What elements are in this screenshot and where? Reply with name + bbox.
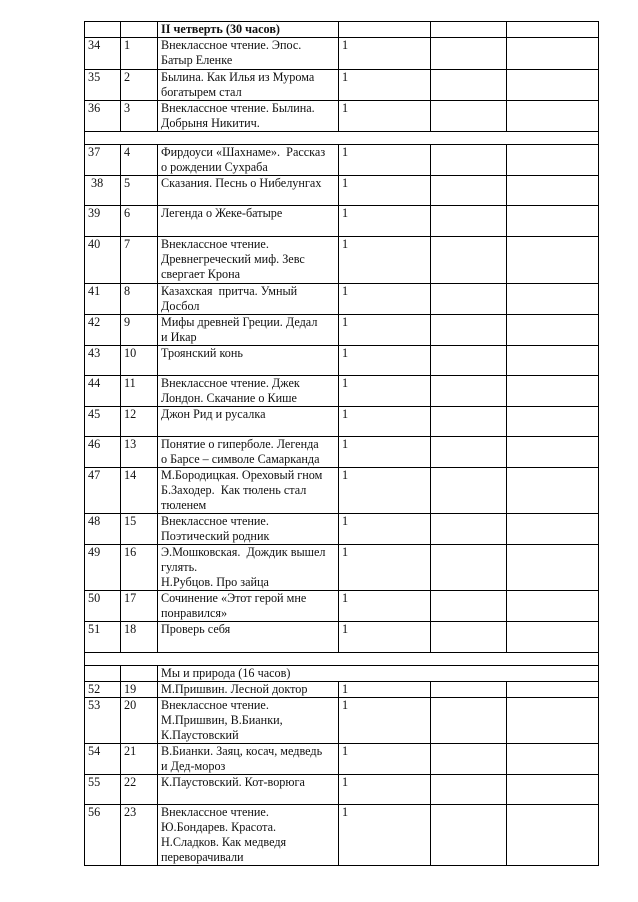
- lesson-hours: 1: [339, 514, 431, 545]
- empty-cell: [431, 682, 507, 698]
- table-row: [85, 315, 599, 346]
- lesson-number: 38: [85, 176, 121, 206]
- empty-cell: [431, 315, 507, 346]
- empty-cell: [431, 346, 507, 376]
- topic-line: Добрыня Никитич.: [161, 116, 260, 130]
- table-row: [85, 545, 599, 591]
- lesson-hours: 1: [339, 101, 431, 132]
- lesson-index: 9: [121, 315, 158, 346]
- lesson-hours: 1: [339, 591, 431, 622]
- section-header-row: [85, 666, 599, 682]
- lesson-hours: 1: [339, 407, 431, 437]
- lesson-number: 39: [85, 206, 121, 237]
- topic-line: Внеклассное чтение. Былина.: [161, 101, 315, 115]
- empty-cell: [431, 622, 507, 653]
- lesson-index: 22: [121, 775, 158, 805]
- lesson-topic: [158, 101, 339, 132]
- table-row: [85, 206, 599, 237]
- lesson-hours: 1: [339, 145, 431, 176]
- lesson-number: 50: [85, 591, 121, 622]
- lesson-number: 44: [85, 376, 121, 407]
- lesson-topic: [158, 775, 339, 805]
- lesson-number: 34: [85, 38, 121, 70]
- empty-cell: [121, 666, 158, 682]
- topic-line: Сказания. Песнь о Нибелунгах: [161, 176, 322, 190]
- topic-line: Ю.Бондарев. Красота.: [161, 820, 277, 834]
- table-row: [85, 70, 599, 101]
- table-row: [85, 805, 599, 866]
- lesson-number: 52: [85, 682, 121, 698]
- empty-cell: [431, 206, 507, 237]
- lesson-index: 8: [121, 284, 158, 315]
- lesson-number: 47: [85, 468, 121, 514]
- lesson-index: 16: [121, 545, 158, 591]
- empty-cell: [431, 775, 507, 805]
- empty-cell: [431, 145, 507, 176]
- section-header: Мы и природа (16 часов): [158, 666, 599, 682]
- lesson-hours: 1: [339, 284, 431, 315]
- lesson-hours: 1: [339, 468, 431, 514]
- topic-line: М.Пришвин, В.Бианки,: [161, 713, 283, 727]
- empty-cell: [431, 70, 507, 101]
- lesson-hours: 1: [339, 622, 431, 653]
- quarter-header-row: [85, 22, 599, 38]
- lesson-number: 53: [85, 698, 121, 744]
- lesson-topic: [158, 38, 339, 70]
- topic-line: Казахская притча. Умный: [161, 284, 298, 298]
- topic-line: Внеклассное чтение.: [161, 698, 269, 712]
- topic-line: богатырем стал: [161, 85, 242, 99]
- spacer-row: [85, 132, 599, 145]
- empty-cell: [507, 622, 599, 653]
- table-row: [85, 101, 599, 132]
- empty-cell: [431, 514, 507, 545]
- lesson-topic: [158, 284, 339, 315]
- empty-cell: [431, 407, 507, 437]
- empty-cell: [431, 176, 507, 206]
- lesson-index: 12: [121, 407, 158, 437]
- empty-cell: [431, 744, 507, 775]
- lesson-number: 54: [85, 744, 121, 775]
- lesson-topic: [158, 545, 339, 591]
- lesson-hours: 1: [339, 545, 431, 591]
- empty-cell: [431, 805, 507, 866]
- table-row: [85, 237, 599, 284]
- table-row: [85, 346, 599, 376]
- topic-line: Внеклассное чтение.: [161, 805, 269, 819]
- lesson-number: 37: [85, 145, 121, 176]
- lesson-hours: 1: [339, 315, 431, 346]
- lesson-topic: [158, 376, 339, 407]
- topic-line: В.Бианки. Заяц, косач, медведь: [161, 744, 323, 758]
- topic-line: Мифы древней Греции. Дедал: [161, 315, 318, 329]
- topic-line: Древнегреческий миф. Зевс: [161, 252, 305, 266]
- lesson-number: 49: [85, 545, 121, 591]
- lesson-index: 6: [121, 206, 158, 237]
- lesson-index: 10: [121, 346, 158, 376]
- lesson-topic: [158, 682, 339, 698]
- empty-cell: [507, 315, 599, 346]
- table-row: [85, 514, 599, 545]
- topic-line: К.Паустовский. Кот-ворюга: [161, 775, 305, 789]
- lesson-hours: 1: [339, 237, 431, 284]
- topic-line: о рождении Сухраба: [161, 160, 268, 174]
- topic-line: Сочинение «Этот герой мне: [161, 591, 307, 605]
- empty-cell: [431, 284, 507, 315]
- lesson-index: 5: [121, 176, 158, 206]
- empty-cell: [507, 346, 599, 376]
- empty-cell: [431, 376, 507, 407]
- table-row: [85, 698, 599, 744]
- topic-line: Лондон. Скачание о Кише: [161, 391, 297, 405]
- lesson-index: 19: [121, 682, 158, 698]
- topic-line: М.Бородицкая. Ореховый гном: [161, 468, 323, 482]
- lesson-index: 11: [121, 376, 158, 407]
- lesson-index: 4: [121, 145, 158, 176]
- table-row: [85, 437, 599, 468]
- lesson-number: 45: [85, 407, 121, 437]
- lesson-index: 1: [121, 38, 158, 70]
- lesson-number: 35: [85, 70, 121, 101]
- table-row: [85, 407, 599, 437]
- topic-line: о Барсе – символе Самарканда: [161, 452, 320, 466]
- lesson-topic: [158, 176, 339, 206]
- empty-cell: [507, 284, 599, 315]
- table-row: [85, 284, 599, 315]
- empty-cell: [507, 514, 599, 545]
- lesson-index: 20: [121, 698, 158, 744]
- quarter-header: II четверть (30 часов): [158, 22, 339, 38]
- table-row: [85, 744, 599, 775]
- lesson-topic: [158, 237, 339, 284]
- empty-cell: [507, 407, 599, 437]
- lesson-number: 46: [85, 437, 121, 468]
- lesson-topic: [158, 346, 339, 376]
- empty-cell: [507, 70, 599, 101]
- topic-line: и Дед-мороз: [161, 759, 226, 773]
- empty-cell: [507, 145, 599, 176]
- lesson-index: 15: [121, 514, 158, 545]
- empty-cell: [507, 744, 599, 775]
- topic-line: М.Пришвин. Лесной доктор: [161, 682, 308, 696]
- empty-cell: [507, 468, 599, 514]
- topic-line: Понятие о гиперболе. Легенда: [161, 437, 319, 451]
- topic-line: тюленем: [161, 498, 207, 512]
- empty-cell: [431, 698, 507, 744]
- lesson-topic: [158, 468, 339, 514]
- lesson-hours: 1: [339, 682, 431, 698]
- lesson-number: 48: [85, 514, 121, 545]
- lesson-number: 40: [85, 237, 121, 284]
- lesson-index: 14: [121, 468, 158, 514]
- topic-line: свергает Крона: [161, 267, 241, 281]
- topic-line: Легенда о Жеке-батыре: [161, 206, 283, 220]
- lesson-hours: 1: [339, 346, 431, 376]
- empty-cell: [507, 682, 599, 698]
- lesson-index: 13: [121, 437, 158, 468]
- lesson-topic: [158, 514, 339, 545]
- lesson-number: 56: [85, 805, 121, 866]
- topic-line: Н.Сладков. Как медведя: [161, 835, 287, 849]
- lesson-number: 41: [85, 284, 121, 315]
- topic-line: переворачивали: [161, 850, 244, 864]
- empty-cell: [431, 38, 507, 70]
- lesson-index: 3: [121, 101, 158, 132]
- spacer-cell: [85, 653, 599, 666]
- lesson-index: 18: [121, 622, 158, 653]
- lesson-index: 17: [121, 591, 158, 622]
- lesson-index: 23: [121, 805, 158, 866]
- empty-cell: [431, 437, 507, 468]
- empty-cell: [507, 805, 599, 866]
- empty-cell: [431, 101, 507, 132]
- topic-line: Внеклассное чтение. Эпос.: [161, 38, 302, 52]
- empty-cell: [85, 666, 121, 682]
- empty-cell: [431, 591, 507, 622]
- lesson-topic: [158, 437, 339, 468]
- lesson-topic: [158, 805, 339, 866]
- lesson-number: 51: [85, 622, 121, 653]
- lesson-topic: [158, 591, 339, 622]
- lesson-hours: 1: [339, 70, 431, 101]
- spacer-row: [85, 653, 599, 666]
- topic-line: Внеклассное чтение.: [161, 514, 269, 528]
- lesson-plan-table: [84, 21, 599, 866]
- table-row: [85, 376, 599, 407]
- lesson-hours: 1: [339, 376, 431, 407]
- table-row: [85, 176, 599, 206]
- empty-cell: [507, 176, 599, 206]
- lesson-topic: [158, 315, 339, 346]
- topic-line: Внеклассное чтение.: [161, 237, 269, 251]
- table-row: [85, 38, 599, 70]
- lesson-index: 7: [121, 237, 158, 284]
- lesson-hours: 1: [339, 805, 431, 866]
- lesson-topic: [158, 622, 339, 653]
- topic-line: Джон Рид и русалка: [161, 407, 266, 421]
- topic-line: Б.Заходер. Как тюлень стал: [161, 483, 307, 497]
- table-row: [85, 591, 599, 622]
- empty-cell: [507, 545, 599, 591]
- topic-line: и Икар: [161, 330, 197, 344]
- lesson-hours: 1: [339, 775, 431, 805]
- table-row: [85, 775, 599, 805]
- topic-line: Досбол: [161, 299, 200, 313]
- topic-line: Батыр Еленке: [161, 53, 233, 67]
- empty-cell: [507, 376, 599, 407]
- empty-cell: [507, 206, 599, 237]
- topic-line: Н.Рубцов. Про зайца: [161, 575, 269, 589]
- empty-cell: [431, 468, 507, 514]
- empty-cell: [507, 38, 599, 70]
- topic-line: Э.Мошковская. Дождик вышел: [161, 545, 326, 559]
- topic-line: гулять.: [161, 560, 198, 574]
- lesson-hours: 1: [339, 206, 431, 237]
- topic-line: Фирдоуси «Шахнаме». Рассказ: [161, 145, 326, 159]
- topic-line: К.Паустовский: [161, 728, 239, 742]
- lesson-topic: [158, 145, 339, 176]
- lesson-topic: [158, 698, 339, 744]
- lesson-hours: 1: [339, 437, 431, 468]
- table-row: [85, 468, 599, 514]
- empty-cell: [507, 101, 599, 132]
- lesson-topic: [158, 70, 339, 101]
- lesson-hours: 1: [339, 744, 431, 775]
- lesson-number: 43: [85, 346, 121, 376]
- empty-cell: [431, 237, 507, 284]
- lesson-topic: [158, 407, 339, 437]
- empty-cell: [507, 775, 599, 805]
- table-row: [85, 145, 599, 176]
- table-row: [85, 682, 599, 698]
- empty-cell: [507, 591, 599, 622]
- empty-cell: [507, 698, 599, 744]
- topic-line: Поэтический родник: [161, 529, 270, 543]
- spacer-cell: [85, 132, 599, 145]
- topic-line: Проверь себя: [161, 622, 231, 636]
- lesson-hours: 1: [339, 38, 431, 70]
- topic-line: Былина. Как Илья из Мурома: [161, 70, 315, 84]
- topic-line: Внеклассное чтение. Джек: [161, 376, 300, 390]
- empty-cell: [507, 237, 599, 284]
- lesson-topic: [158, 206, 339, 237]
- lesson-topic: [158, 744, 339, 775]
- table-body: [85, 22, 599, 866]
- lesson-number: 55: [85, 775, 121, 805]
- lesson-number: 36: [85, 101, 121, 132]
- table-row: [85, 622, 599, 653]
- empty-cell: [507, 437, 599, 468]
- topic-line: понравился»: [161, 606, 228, 620]
- lesson-number: 42: [85, 315, 121, 346]
- lesson-index: 2: [121, 70, 158, 101]
- topic-line: Троянский конь: [161, 346, 243, 360]
- lesson-hours: 1: [339, 698, 431, 744]
- empty-cell: [431, 545, 507, 591]
- lesson-index: 21: [121, 744, 158, 775]
- lesson-hours: 1: [339, 176, 431, 206]
